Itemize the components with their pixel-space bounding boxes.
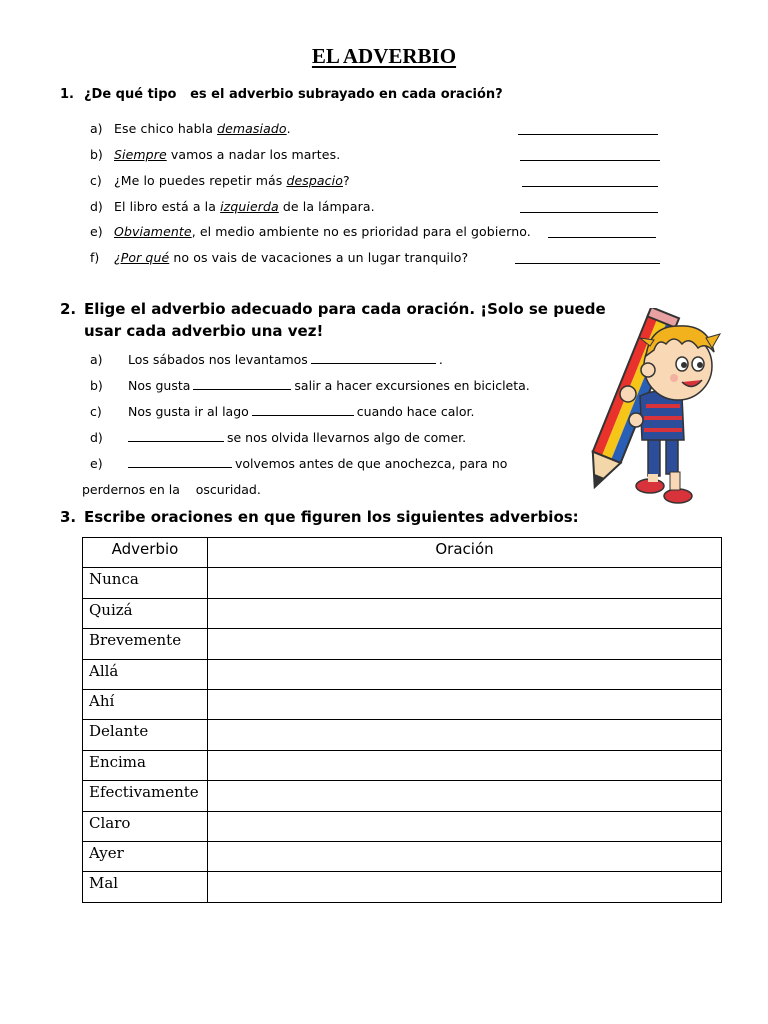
answer-line[interactable] [518, 134, 658, 135]
sentence-cell[interactable] [208, 872, 722, 902]
table-row [83, 598, 722, 628]
question-1-item [90, 250, 660, 268]
question-1-item [90, 199, 660, 217]
table-row [83, 629, 722, 659]
table-row [83, 659, 722, 689]
table-header-row [83, 538, 722, 568]
adverb-cell: Nunca [83, 568, 208, 598]
sentence-before: Nos gusta ir al lago [128, 404, 249, 419]
question-2-tail: perdernos en la oscuridad. [82, 482, 261, 497]
sentence-after: de la lámpara. [278, 199, 375, 214]
item-sentence [128, 352, 443, 367]
adverb-cell: Mal [83, 872, 208, 902]
item-letter: b) [90, 147, 103, 162]
adverb-cell: Efectivamente [83, 781, 208, 811]
sentence-cell[interactable] [208, 720, 722, 750]
item-letter: a) [90, 121, 103, 136]
sentence-after: volvemos antes de que anochezca, para no [235, 456, 508, 471]
sentence-cell[interactable] [208, 598, 722, 628]
question-1-number: 1. [60, 87, 74, 102]
question-2-number: 2. [60, 300, 77, 318]
item-letter: c) [90, 173, 102, 188]
adverb-cell: Ahí [83, 689, 208, 719]
item-letter: d) [90, 430, 103, 445]
item-sentence [114, 147, 340, 162]
question-3-text: Escribe oraciones en que figuren los siguientes adverbios: [84, 508, 579, 526]
adverb-cell: Brevemente [83, 629, 208, 659]
item-sentence [128, 378, 530, 393]
adverb-cell: Allá [83, 659, 208, 689]
underlined-adverb: izquierda [220, 199, 279, 214]
sentence-cell[interactable] [208, 689, 722, 719]
sentence-after: ? [342, 173, 350, 188]
fill-in-blank[interactable] [128, 430, 224, 442]
question-2-item [90, 430, 570, 448]
table-row [83, 568, 722, 598]
question-2-item [90, 456, 570, 474]
item-sentence [114, 224, 531, 239]
answer-line[interactable] [522, 186, 658, 187]
sentence-before: Nos gusta [128, 378, 191, 393]
sentence-before: ¿Me lo puedes repetir más [114, 173, 287, 188]
question-1-item [90, 173, 660, 191]
adverb-cell: Quizá [83, 598, 208, 628]
table-row [83, 750, 722, 780]
fill-in-blank[interactable] [252, 404, 354, 416]
table-row [83, 841, 722, 871]
sentence-after: no os vais de vacaciones a un lugar tranquilo? [169, 250, 469, 265]
item-sentence [114, 173, 350, 188]
sentence-cell[interactable] [208, 659, 722, 689]
sentence-after: se nos olvida llevarnos algo de comer. [227, 430, 467, 445]
adverb-table-body [83, 568, 722, 902]
sentence-before: Ese chico habla [114, 121, 218, 136]
sentence-cell[interactable] [208, 811, 722, 841]
question-2-heading [60, 298, 606, 342]
table-row [83, 872, 722, 902]
item-letter: a) [90, 352, 103, 367]
adverb-cell: Ayer [83, 841, 208, 871]
item-sentence [114, 199, 375, 214]
item-letter: d) [90, 199, 103, 214]
sentence-before: Los sábados nos levantamos [128, 352, 308, 367]
answer-line[interactable] [520, 160, 660, 161]
sentence-after: cuando hace calor. [356, 404, 475, 419]
table-row [83, 720, 722, 750]
item-letter: b) [90, 378, 103, 393]
underlined-adverb: Siempre [114, 147, 167, 162]
sentence-after: . [286, 121, 291, 136]
table-row [83, 781, 722, 811]
fill-in-blank[interactable] [311, 352, 436, 364]
sentence-after: , el medio ambiente no es prioridad para el gobierno. [191, 224, 531, 239]
underlined-adverb: ¿Por qué [114, 250, 170, 265]
item-sentence [114, 250, 468, 265]
sentence-cell[interactable] [208, 781, 722, 811]
sentence-after: salir a hacer excursiones en bicicleta. [294, 378, 530, 393]
header-adverbio: Adverbio [83, 538, 208, 568]
adverb-cell: Delante [83, 720, 208, 750]
question-3-heading [60, 506, 579, 528]
sentence-cell[interactable] [208, 841, 722, 871]
sentence-after: . [438, 352, 443, 367]
adverb-cell: Claro [83, 811, 208, 841]
table-row [83, 811, 722, 841]
underlined-adverb: despacio [286, 173, 343, 188]
adverb-table [82, 537, 722, 903]
question-1-item [90, 121, 660, 139]
fill-in-blank[interactable] [128, 456, 232, 468]
question-1-item [90, 147, 660, 165]
item-letter: e) [90, 224, 103, 239]
question-2-item [90, 404, 570, 422]
sentence-before: El libro está a la [114, 199, 221, 214]
boy-with-pencil-illustration [578, 308, 748, 508]
underlined-adverb: Obviamente [114, 224, 192, 239]
fill-in-blank[interactable] [193, 378, 291, 390]
item-sentence [128, 456, 507, 471]
item-letter: f) [90, 250, 100, 265]
item-letter: c) [90, 404, 102, 419]
underlined-adverb: demasiado [217, 121, 287, 136]
question-2-line-2: usar cada adverbio una vez! [84, 322, 324, 340]
answer-line[interactable] [548, 237, 656, 238]
page-title: EL ADVERBIO [311, 44, 457, 68]
question-1-text: ¿De qué tipo es el adverbio subrayado en cada oración? [84, 87, 503, 102]
sentence-cell[interactable] [208, 629, 722, 659]
question-1-heading [60, 87, 503, 102]
question-2-item [90, 378, 570, 396]
item-sentence [128, 404, 474, 419]
answer-line[interactable] [515, 263, 660, 264]
sentence-cell[interactable] [208, 750, 722, 780]
item-sentence [128, 430, 466, 445]
item-letter: e) [90, 456, 103, 471]
item-sentence [114, 121, 291, 136]
question-3-number: 3. [60, 508, 77, 526]
sentence-after: vamos a nadar los martes. [166, 147, 341, 162]
question-1-item [90, 224, 660, 242]
header-oracion: Oración [208, 538, 722, 568]
adverb-cell: Encima [83, 750, 208, 780]
question-2-item [90, 352, 570, 370]
answer-line[interactable] [520, 212, 658, 213]
table-row [83, 689, 722, 719]
question-2-line-1: Elige el adverbio adecuado para cada oración. ¡Solo se puede [84, 300, 606, 318]
sentence-cell[interactable] [208, 568, 722, 598]
